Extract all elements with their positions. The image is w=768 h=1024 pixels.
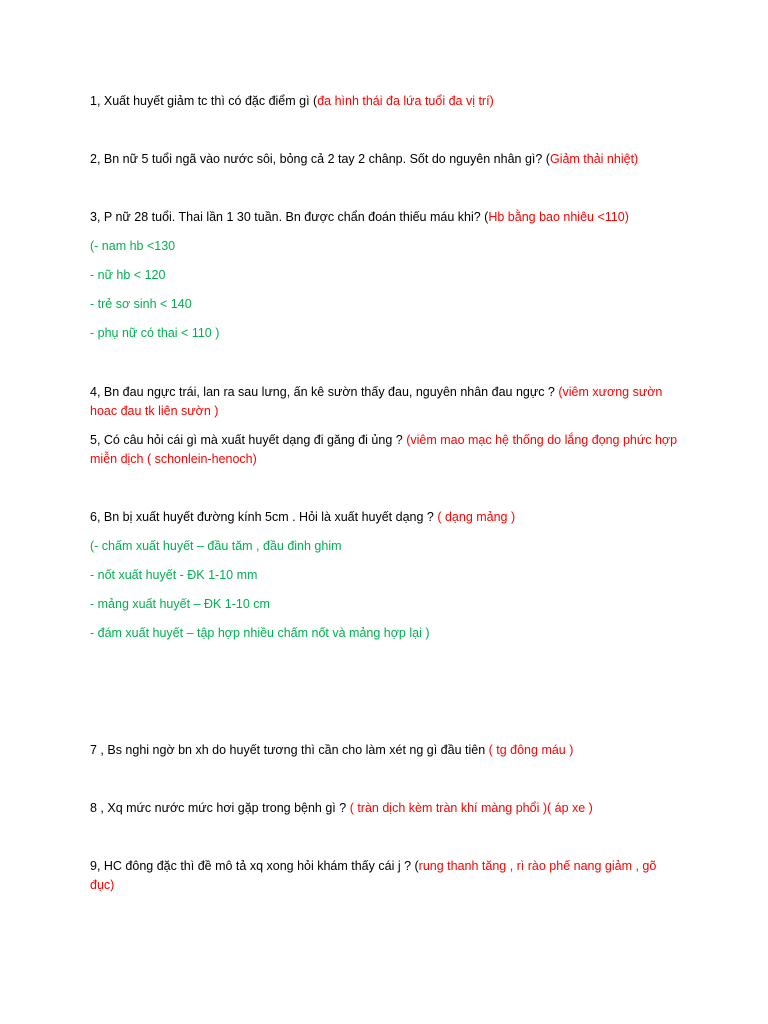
answer-text: ( tràn dịch kèm tràn khí màng phổi )( áp xe ): [349, 801, 593, 815]
list-item: (- chấm xuất huyết – đầu tăm , đầu đinh ghim: [90, 539, 342, 553]
answer-text: (viêm xương sườn hoac đau tk liên sườn ): [90, 385, 663, 418]
question-text: 8 , Xq mức nước mức hơi gặp trong bệnh gì ?: [90, 801, 350, 815]
answer-text: rung thanh tăng , rì rào phế nang giảm , gõ đục): [90, 859, 657, 892]
list-item: (- nam hb <130: [90, 239, 176, 253]
question-9: [90, 857, 670, 895]
question-6: [90, 508, 680, 527]
question-5: [90, 431, 700, 469]
answer-text: (viêm mao mạc hệ thống do lắng đọng phức hợp miễn dịch ( schonlein-henoch): [90, 433, 678, 466]
question-2: [90, 150, 680, 169]
question-text: 9, HC đông đặc thì đề mô tả xq xong hỏi khám thấy cái j ? (: [90, 859, 419, 873]
question-4: [90, 383, 670, 421]
question-text: 4, Bn đau ngực trái, lan ra sau lưng, ấn kê sườn thấy đau, nguyên nhân đau ngực ?: [90, 385, 559, 399]
question-7: [90, 741, 680, 760]
question-1: [90, 92, 680, 111]
answer-text: Giảm thải nhiệt): [549, 152, 639, 166]
list-item: - đám xuất huyết – tập hợp nhiều chấm nốt và mảng hợp lại ): [90, 626, 430, 640]
question-8: [90, 799, 680, 818]
list-item: - nữ hb < 120: [90, 268, 166, 282]
question-text: 7 , Bs nghi ngờ bn xh do huyết tương thì cần cho làm xét ng gì đầu tiên: [90, 743, 489, 757]
answer-text: ( dạng mảng ): [437, 510, 516, 524]
list-item: - phụ nữ có thai < 110 ): [90, 326, 220, 340]
question-text: 5, Có câu hỏi cái gì mà xuất huyết dạng đi găng đi ủng ?: [90, 433, 407, 447]
question-text: 6, Bn bị xuất huyết đường kính 5cm . Hỏi là xuất huyết dạng ?: [90, 510, 438, 524]
question-text: 2, Bn nữ 5 tuổi ngã vào nước sôi, bỏng cả 2 tay 2 chânp. Sốt do nguyên nhân gì? (: [90, 152, 550, 166]
list-item: - nốt xuất huyết - ĐK 1-10 mm: [90, 568, 258, 582]
question-text: 3, P nữ 28 tuổi. Thai lần 1 30 tuần. Bn được chẩn đoán thiếu máu khi? (: [90, 210, 489, 224]
answer-text: ( tg đông máu ): [488, 743, 574, 757]
list-item: - mảng xuất huyết – ĐK 1-10 cm: [90, 597, 270, 611]
question-text: 1, Xuất huyết giảm tc thì có đặc điểm gì (: [90, 94, 318, 108]
question-3: [90, 208, 680, 227]
answer-text: Hb bằng bao nhiêu <110): [488, 210, 629, 224]
answer-text: đa hình thái đa lứa tuổi đa vị trí): [317, 94, 494, 108]
list-item: - trẻ sơ sinh < 140: [90, 297, 192, 311]
